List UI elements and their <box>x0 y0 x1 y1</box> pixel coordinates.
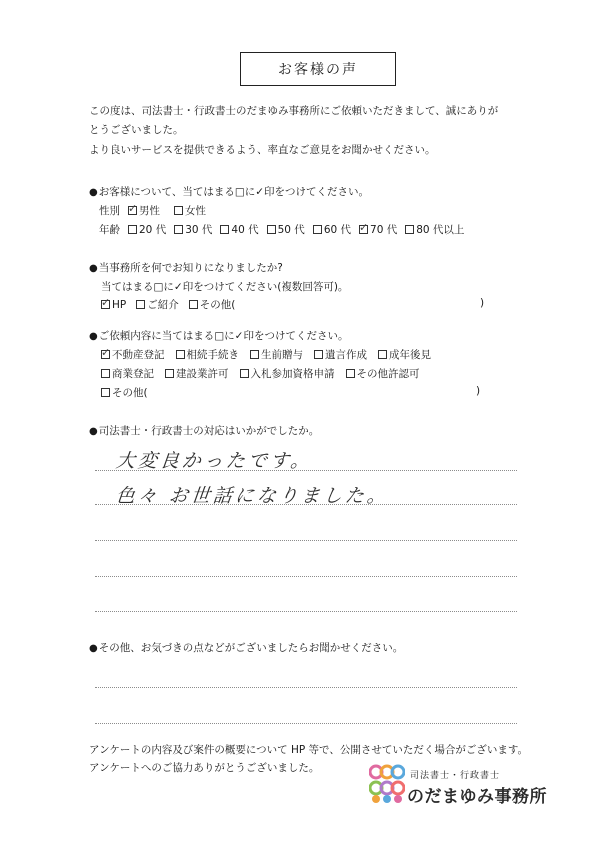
age-option[interactable] <box>359 222 397 237</box>
answer-line <box>95 470 517 471</box>
service-option[interactable] <box>240 366 335 381</box>
service-option-label: 入札参加資格申請 <box>250 368 335 380</box>
service-option[interactable] <box>250 347 303 362</box>
age-option[interactable] <box>405 222 464 237</box>
q5-heading: ● その他、お気づきの点などがございましたらお聞かせください。 <box>89 640 403 655</box>
age-row <box>99 222 472 237</box>
gender-row <box>99 203 220 218</box>
service-option-label: 生前贈与 <box>261 349 303 361</box>
service-option-label: 相続手続き <box>186 349 239 361</box>
age-options <box>128 222 472 237</box>
service-option-label: 商業登記 <box>112 368 154 380</box>
source-option[interactable] <box>136 297 179 312</box>
q3-row-1-options <box>101 347 442 362</box>
checkbox[interactable] <box>250 350 259 359</box>
q2-heading: ● 当事務所を何でお知りになりましたか? <box>89 260 283 275</box>
answer-line <box>95 504 517 505</box>
q3-row-1 <box>101 347 442 362</box>
q3-row-2 <box>101 366 431 381</box>
service-option-label: 建設業許可 <box>176 368 229 380</box>
q1-heading: ● お客様について、当てはまる□に✓印をつけてください。 <box>89 184 369 199</box>
intro-line-1: この度は、司法書士・行政書士のだまゆみ事務所にご依頼いただきまして、誠にありが <box>89 105 499 117</box>
answer-line <box>95 540 517 541</box>
checkbox[interactable] <box>136 300 145 309</box>
logo-name: のだまゆみ事務所 <box>407 787 547 807</box>
source-option[interactable] <box>189 297 236 312</box>
checked-checkbox[interactable] <box>101 300 110 309</box>
answer-line <box>95 576 517 577</box>
answer-line <box>95 611 517 612</box>
checkbox[interactable] <box>378 350 387 359</box>
logo-subtitle: 司法書士・行政書士 <box>410 771 501 781</box>
service-option[interactable] <box>101 347 165 362</box>
q2-close-paren: ) <box>480 297 485 309</box>
intro-line-3: より良いサービスを提供できるよう、率直なご意見をお聞かせください。 <box>89 144 436 156</box>
q3-heading: ● ご依頼内容に当てはまる□に✓印をつけてください。 <box>89 328 348 343</box>
checkbox[interactable] <box>128 225 137 234</box>
gender-option-label: 女性 <box>185 205 206 217</box>
age-option[interactable] <box>220 222 258 237</box>
checkbox[interactable] <box>101 388 110 397</box>
checkbox[interactable] <box>220 225 229 234</box>
gender-option[interactable] <box>174 203 206 218</box>
service-option[interactable] <box>378 347 431 362</box>
checkbox[interactable] <box>174 225 183 234</box>
answer-line <box>95 687 517 688</box>
answer-line <box>95 723 517 724</box>
checkbox[interactable] <box>314 350 323 359</box>
source-option-label: その他( <box>199 299 236 311</box>
source-option-label: ご紹介 <box>147 299 179 311</box>
checkbox[interactable] <box>101 369 110 378</box>
service-option[interactable] <box>165 366 229 381</box>
age-label: 年齢 <box>99 224 120 236</box>
service-option[interactable] <box>176 347 240 362</box>
gender-label: 性別 <box>99 205 120 217</box>
age-option[interactable] <box>313 222 351 237</box>
checkbox[interactable] <box>189 300 198 309</box>
q2-options-row <box>101 297 245 312</box>
service-option-label: 成年後見 <box>389 349 431 361</box>
checkbox[interactable] <box>174 206 183 215</box>
footer-line-2: アンケートへのご協力ありがとうございました。 <box>89 762 320 774</box>
age-option[interactable] <box>128 222 166 237</box>
checkbox[interactable] <box>313 225 322 234</box>
service-option-label: 遺言作成 <box>325 349 367 361</box>
page-title: お客様の声 <box>240 52 396 86</box>
age-option-label: 30 代 <box>185 224 213 236</box>
service-option-label: 不動産登記 <box>112 349 165 361</box>
q3-close-paren: ) <box>476 385 481 397</box>
q2-subheading: 当てはまる□に✓印をつけてください(複数回答可)。 <box>101 281 349 293</box>
service-option-label: その他許認可 <box>356 368 420 380</box>
service-option[interactable] <box>346 366 420 381</box>
checkbox[interactable] <box>240 369 249 378</box>
office-logo-icon <box>369 764 405 804</box>
age-option-label: 50 代 <box>277 224 305 236</box>
intro-line-2: とうございました。 <box>89 124 184 136</box>
checked-checkbox[interactable] <box>128 206 137 215</box>
age-option-label: 70 代 <box>370 224 398 236</box>
checkbox[interactable] <box>165 369 174 378</box>
checked-checkbox[interactable] <box>359 225 368 234</box>
q2-options <box>101 297 245 312</box>
service-option[interactable] <box>314 347 367 362</box>
handwritten-answer-1: 大変良かったです。 <box>114 450 314 472</box>
gender-option[interactable] <box>128 203 160 218</box>
q3-row-3 <box>101 385 148 400</box>
age-option-label: 60 代 <box>323 224 352 236</box>
checkbox[interactable] <box>176 350 185 359</box>
age-option-label: 40 代 <box>231 224 259 236</box>
service-option[interactable] <box>101 366 154 381</box>
age-option[interactable] <box>267 222 305 237</box>
age-option-label: 80 代以上 <box>416 224 465 236</box>
age-option-label: 20 代 <box>139 224 167 236</box>
checkbox[interactable] <box>405 225 414 234</box>
checkbox[interactable] <box>346 369 355 378</box>
q3-row-2-options <box>101 366 431 381</box>
q3-row-3-options <box>101 385 148 400</box>
q4-heading: ● 司法書士・行政書士の対応はいかがでしたか。 <box>89 423 319 438</box>
handwritten-answer-2: 色々 お世話になりました。 <box>114 485 391 507</box>
age-option[interactable] <box>174 222 212 237</box>
source-option-label: HP <box>112 298 127 311</box>
checked-checkbox[interactable] <box>101 350 110 359</box>
footer-line-1: アンケートの内容及び案件の概要について HP 等で、公開させていただく場合がございます。 <box>89 744 529 756</box>
checkbox[interactable] <box>267 225 276 234</box>
gender-options <box>128 203 220 218</box>
gender-option-label: 男性 <box>139 205 160 217</box>
service-option-label: その他( <box>112 387 148 399</box>
service-option[interactable] <box>101 385 148 400</box>
source-option[interactable] <box>101 299 126 311</box>
